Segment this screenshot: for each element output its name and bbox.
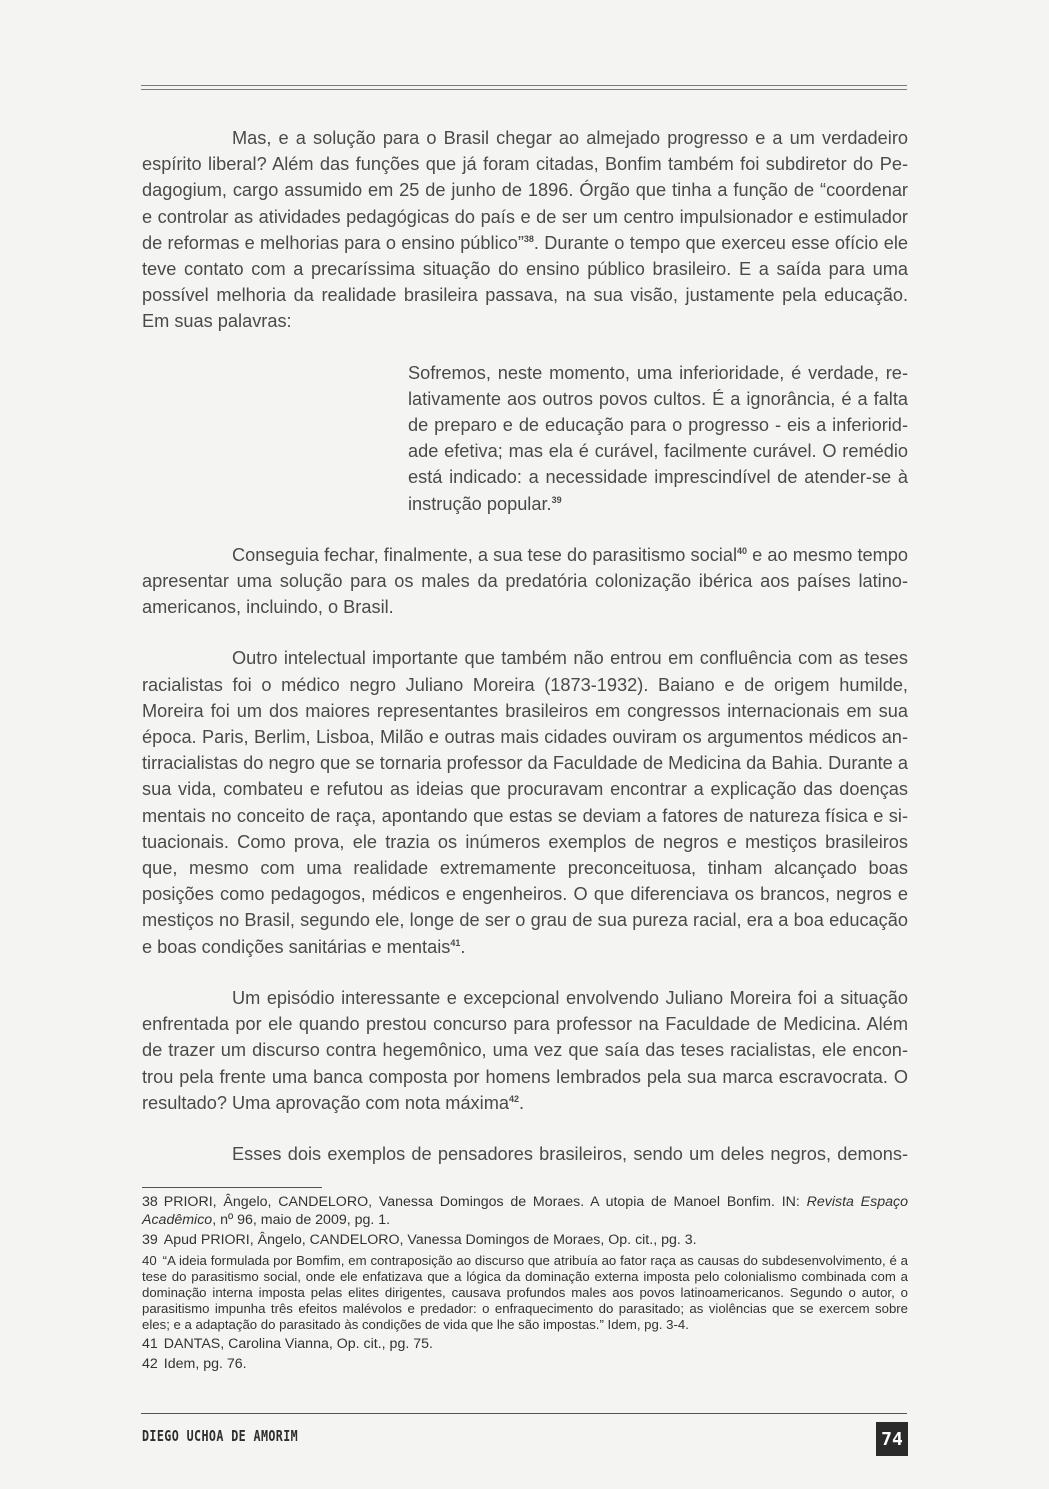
footnote-ref-41[interactable]: 41: [450, 937, 461, 948]
footnote-38: 38 PRIORI, Ângelo, CANDELORO, Vanessa Domingos de Moraes. A utopia de Manoel Bonfim. IN: Revista Espaço Acadêmico, nº 96, maio de 2009, pg. 1.: [142, 1194, 909, 1228]
paragraph-2: Conseguia fechar, finalmente, a sua tese do parasitismo social$^{40}$ e ao mesmo tempo apresentar uma solução para os males da predatória colonização ibérica aos países latinoamericanos, incluindo, o Brasil.: [142, 544, 909, 618]
footnote-40: 40 “A ideia formulada por Bomfim, em contraposição ao discurso que atribuía ao fator raça as causas do subdesenvolvimento, é a tese do parasitismo social, onde ele enfatizava que a lógica da dominação externa imposta pelo colonialismo combinada com a dominação interna imposta pelas elites dirigentes, causava profundos males aos povos latinoamericanos. Segundo o autor, o parasitismo impunha três efeitos malévolos e predador: o enfraquecimento do parasitado; as violências que se exercem sobre eles; e a adaptação do parasitado às condições de vida que lhe são impostas.” Idem, pg. 3-4.: [142, 1252, 908, 1332]
paragraph-5: Esses dois exemplos de pensadores brasileiros, sendo um deles negros, demons-: [232, 1143, 908, 1164]
author-name: DIEGO UCHOA DE AMORIM: [142, 1427, 299, 1445]
header-rule: [141, 85, 907, 90]
footnote-41: 41 DANTAS, Carolina Vianna, Op. cit., pg. 75.: [142, 1335, 433, 1352]
footnotes: [142, 1194, 908, 1377]
footnote-ref-40[interactable]: 40: [737, 545, 748, 556]
paragraph-4: Um episódio interessante e excepcional envolvendo Juliano Moreira foi a situação enfrentada por ele quando prestou concurso para professor na Faculdade de Medicina. Além de trazer um discurso contra hegemônico, uma vez que saía das teses racialistas, ele encontrou pela frente uma banca composta por homens lembrados pela sua marca escravocrata. O resultado? Uma aprovação com nota máxima$^{42}$.: [142, 987, 908, 1113]
footer-rule: [141, 1413, 907, 1414]
footnote-42: 42 Idem, pg. 76.: [142, 1356, 247, 1373]
block-quote: Sofremos, neste momento, uma inferioridade, é verdade, relativamente aos outros povos cultos. É a ignorância, é a falta de preparo e de educação para o progresso - eis a inferioridade efetiva; mas ela é curável, facilmente curável. O remédio está indicado: a necessidade imprescindível de atender-se à instrução popular.$^{39}$: [408, 362, 908, 514]
footnote-rule: [142, 1187, 322, 1188]
page-number: 74: [876, 1422, 908, 1456]
footnote-ref-38[interactable]: 38: [523, 233, 534, 244]
paragraph-3: Outro intelectual importante que também não entrou em confluência com as teses racialistas foi o médico negro Juliano Moreira (1873-1932). Baiano e de origem humilde, Moreira foi um dos maiores representantes brasileiros em congressos internacionais em sua época. Paris, Berlim, Lisboa, Milão e outras mais cidades ouviram os argumentos médicos antirracialistas do negro que se tornaria professor da Faculdade de Medicina da Bahia. Durante a sua vida, combateu e refutou as ideias que procuravam encontrar a explicação das doenças mentais no conceito de raça, apontando que estas se deviam a fatores de natureza física e situacionais. Como prova, ele trazia os inúmeros exemplos de negros e mestiços brasileiros que, mesmo com uma realidade extremamente preconceituosa, tinham alcançado boas posições como pedagogos, médicos e engenheiros. O que diferenciava os brancos, negros e mestiços no Brasil, segundo ele, longe de ser o grau de sua pureza racial, era a boa educação e boas condições sanitárias e mentais$^{41}$.: [142, 648, 908, 957]
footnote-ref-39[interactable]: 39: [551, 494, 562, 505]
body-text: [142, 125, 908, 1192]
paragraph-1: Mas, e a solução para o Brasil chegar ao almejado progresso e a um verdadeiro espírito liberal? Além das funções que já foram citadas, Bonfim também foi subdiretor do Pedagogium, cargo assumido em 25 de junho de 1896. Órgão que tinha a função de “coordenar e controlar as atividades pedagógicas do país e de ser um centro impulsionador e estimulador de reformas e melhorias para o ensino público”$^{38}$. Durante o tempo que exerceu esse ofício ele teve contato com a precaríssima situação do ensino público brasileiro. E a saída para uma possível melhoria da realidade brasileira passava, na sua visão, justamente pela educação. Em suas palavras:: [142, 128, 908, 332]
footnote-ref-42[interactable]: 42: [508, 1093, 519, 1104]
footnote-39: 39 Apud PRIORI, Ângelo, CANDELORO, Vanessa Domingos de Moraes, Op. cit., pg. 3.: [142, 1232, 697, 1248]
